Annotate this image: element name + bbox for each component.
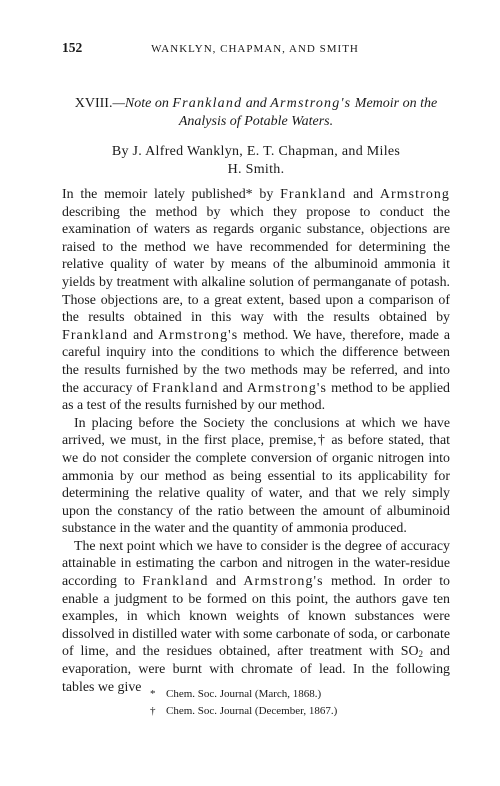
footnote-2 bbox=[150, 703, 337, 720]
authors-line1: By J. Alfred Wanklyn, E. T. Chapman, and Miles bbox=[111, 144, 401, 159]
p1-text-b: describing the method by which they propose to conduct the examination of waters as regards organic substance, objections are raised to the method we have recommended for determining the relative quality of water by means of the albuminoid ammonia it yields by treatment with alkaline solution of permanganate of potash. Those objections are, to a great extent, based upon a comparison of the results obtained in this way with the results obtained by bbox=[62, 204, 450, 326]
article-number: XVIII. bbox=[74, 96, 113, 111]
title-part1: —Note on bbox=[112, 96, 173, 111]
article-title bbox=[62, 95, 450, 131]
p1-and-2: and bbox=[128, 327, 159, 343]
page-number: 152 bbox=[62, 40, 83, 55]
footnote-1 bbox=[150, 686, 321, 703]
running-head-title: WANKLYN, CHAPMAN, AND SMITH bbox=[151, 43, 359, 55]
body-text bbox=[62, 186, 450, 696]
p1-frankland-3: Frankland bbox=[152, 380, 219, 396]
p3-text-a: The next point which we have to consider is the degree of accuracy attainable in estimating the carbon and nitrogen in the water-residue according to bbox=[62, 538, 450, 590]
p1-armstrong: Armstrong bbox=[379, 187, 450, 202]
footnote-mark: * bbox=[150, 688, 156, 700]
p1-text-c: method. We have, therefore, made a careful inquiry into the conditions to which the difference between the results furnished by the two methods may be referred, and into the accuracy of bbox=[62, 327, 450, 396]
p3-subscript: 2 bbox=[418, 649, 423, 660]
footnote-mark: † bbox=[150, 705, 156, 717]
p1-and-3: and bbox=[218, 380, 247, 396]
title-armstrong: Armstrong's bbox=[270, 96, 352, 111]
paragraph-2: In placing before the Society the conclusions at which we have arrived, we must, in the first place, premise,† as before stated, that we do not consider the complete conversion of organic nitrogen into ammonia by our method as being essential to its applicability for determining the relative quality of water, and that we rely simply upon the constancy of the ratio between the amount of albuminoid substance in the water and the quantity of ammonia produced. bbox=[62, 415, 450, 537]
title-part2: Memoir on the bbox=[351, 96, 438, 111]
title-and: and bbox=[242, 96, 271, 111]
p3-frankland: Frankland bbox=[142, 574, 209, 590]
footnote-text: Chem. Soc. Journal (December, 1867.) bbox=[166, 705, 338, 717]
p1-text-a: In the memoir lately published* by bbox=[62, 187, 281, 202]
p3-and: and bbox=[208, 574, 244, 590]
p1-and: and bbox=[346, 187, 380, 202]
p3-text-b: method. In order to enable a judgment to be formed on this point, the authors gave ten examples, in which known weights of known substances were dissolved in distilled water with some carbonate of soda, or carbonate of lime, and the residues obtained, after treatment with SO bbox=[62, 574, 450, 660]
paragraph-1 bbox=[62, 186, 450, 415]
authors bbox=[62, 143, 450, 179]
title-line2: Analysis of Potable Waters. bbox=[178, 114, 334, 129]
p1-armstrongs-2: Armstrong's bbox=[246, 380, 328, 396]
title-frankland: Frankland bbox=[172, 96, 243, 111]
footnote-text: Chem. Soc. Journal (March, 1868.) bbox=[166, 688, 322, 700]
p3-armstrongs: Armstrong's bbox=[243, 574, 324, 590]
p3-text-c: and evaporation, were burnt with chromate of lead. In the following tables we give bbox=[62, 644, 450, 695]
p1-frankland: Frankland bbox=[280, 187, 347, 202]
paragraph-3 bbox=[62, 538, 450, 696]
p1-text-d: method to be applied as a test of the results furnished by our method. bbox=[62, 380, 450, 414]
p1-armstrongs: Armstrong's bbox=[158, 327, 239, 343]
p1-frankland-2: Frankland bbox=[62, 327, 129, 343]
authors-line2: H. Smith. bbox=[227, 162, 285, 177]
